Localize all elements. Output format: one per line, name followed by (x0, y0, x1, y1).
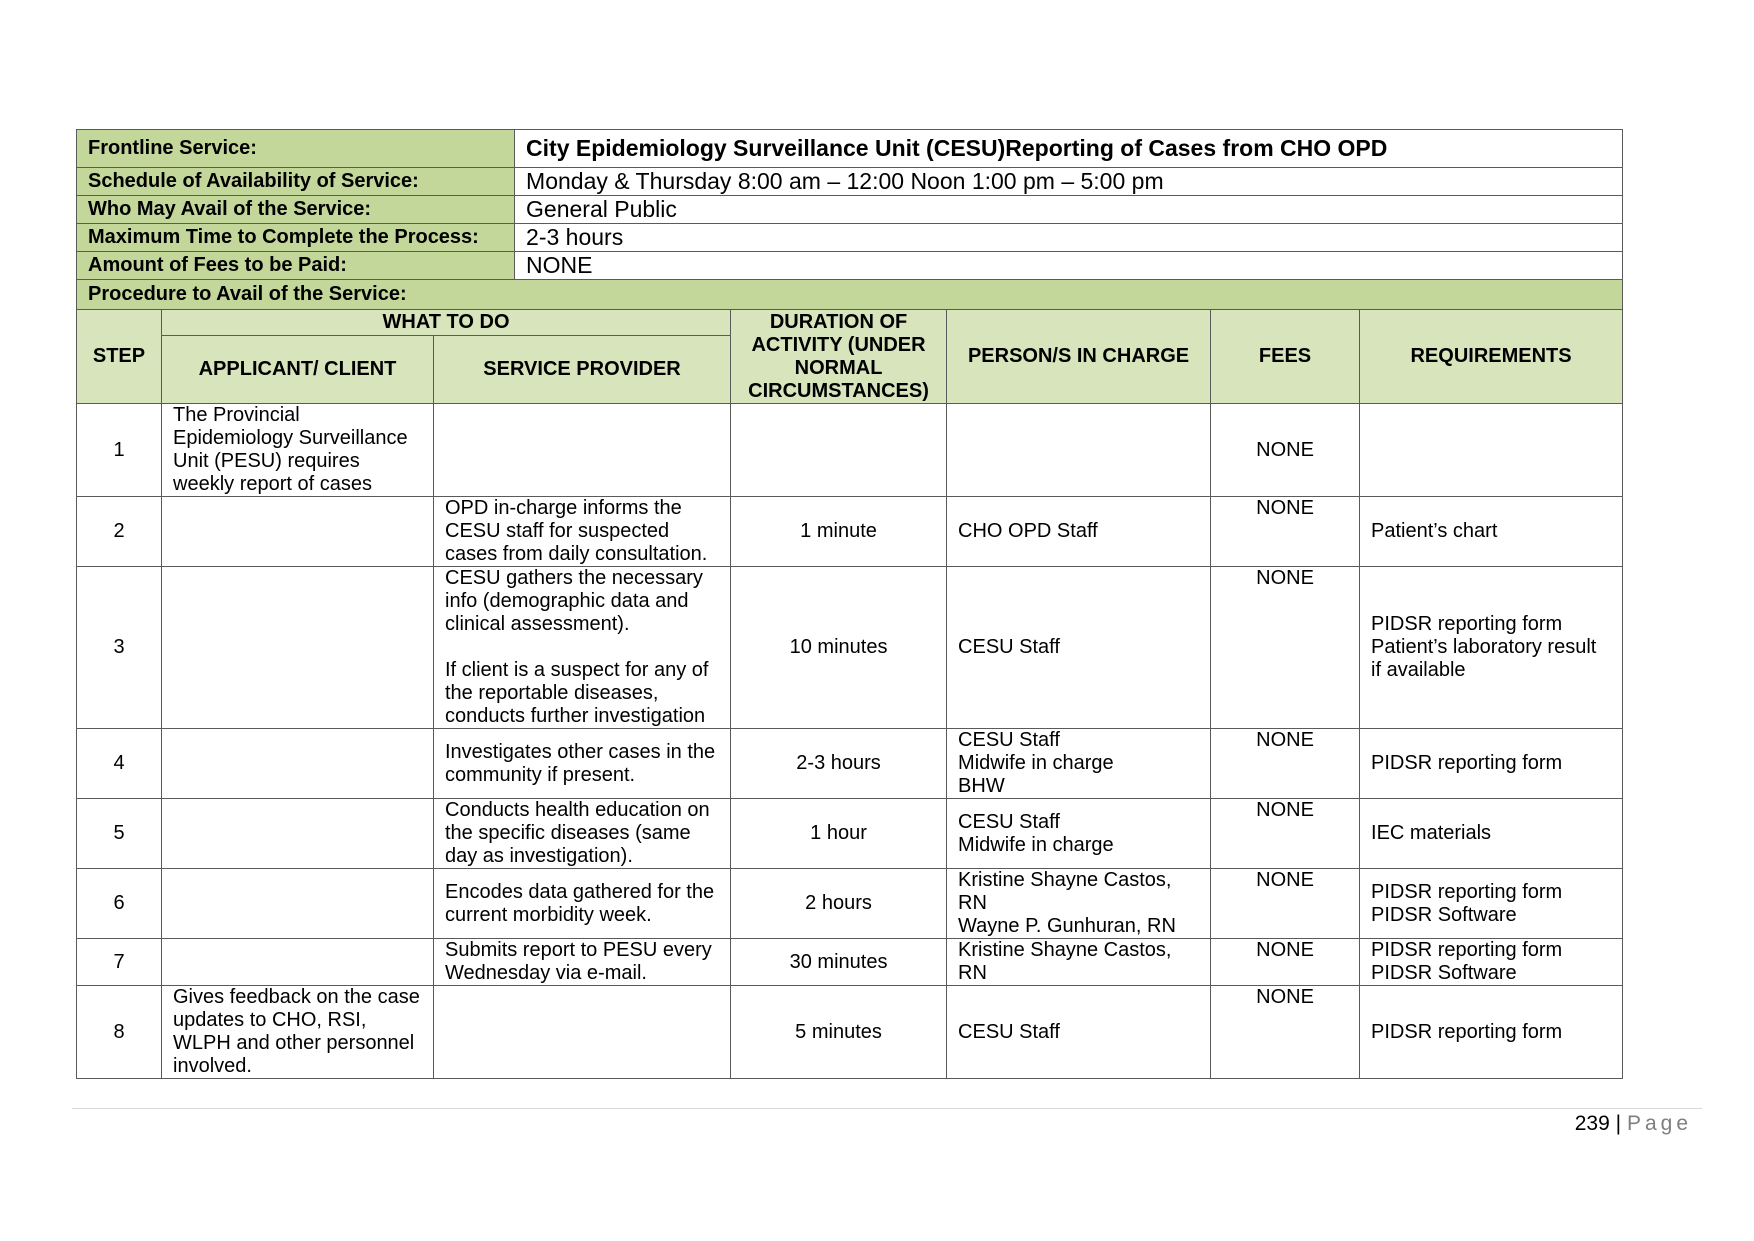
fees: NONE (1211, 986, 1360, 1079)
page-word: Page (1626, 1112, 1692, 1135)
provider-action: Investigates other cases in the community if present. (434, 729, 731, 799)
service-info-value: 2-3 hours (515, 224, 1623, 252)
requirements-column-header: REQUIREMENTS (1360, 310, 1623, 404)
fees-column-header: FEES (1211, 310, 1360, 404)
fees: NONE (1211, 404, 1360, 497)
requirements: Patient’s chart (1360, 497, 1623, 567)
page-footer (1575, 1112, 1692, 1136)
service-info-value: Monday & Thursday 8:00 am – 12:00 Noon 1:00 pm – 5:00 pm (515, 168, 1623, 196)
applicant-action (162, 729, 434, 799)
step-number: 1 (77, 404, 162, 497)
footer-divider (72, 1108, 1702, 1109)
person-in-charge: CESU Staff (947, 986, 1211, 1079)
step-number: 8 (77, 986, 162, 1079)
applicant-action (162, 497, 434, 567)
person-in-charge: CESU Staff Midwife in charge BHW (947, 729, 1211, 799)
citizens-charter-table (76, 129, 1622, 1079)
page-number: 239 (1574, 1112, 1610, 1135)
fees: NONE (1211, 869, 1360, 939)
person-in-charge (947, 404, 1211, 497)
step-row (77, 404, 1623, 497)
service-info-value: General Public (515, 196, 1623, 224)
service-info-row (77, 130, 1623, 168)
duration: 1 minute (731, 497, 947, 567)
step-row (77, 986, 1623, 1079)
service-info-row (77, 168, 1623, 196)
service-info-label: Maximum Time to Complete the Process: (77, 224, 515, 252)
fees: NONE (1211, 729, 1360, 799)
service-info-row (77, 224, 1623, 252)
what-to-do-header: WHAT TO DO (162, 310, 731, 336)
provider-column-header: SERVICE PROVIDER (434, 336, 731, 404)
requirements: IEC materials (1360, 799, 1623, 869)
fees: NONE (1211, 799, 1360, 869)
provider-action: Conducts health education on the specific diseases (same day as investigation). (434, 799, 731, 869)
step-number: 4 (77, 729, 162, 799)
fees: NONE (1211, 567, 1360, 729)
step-row (77, 799, 1623, 869)
fees: NONE (1211, 939, 1360, 986)
person-in-charge: CESU Staff Midwife in charge (947, 799, 1211, 869)
applicant-column-header: APPLICANT/ CLIENT (162, 336, 434, 404)
person-column-header: PERSON/S IN CHARGE (947, 310, 1211, 404)
provider-action: Submits report to PESU every Wednesday via e-mail. (434, 939, 731, 986)
requirements: PIDSR reporting form Patient’s laboratory result if available (1360, 567, 1623, 729)
page-separator: | (1615, 1112, 1622, 1135)
step-row (77, 939, 1623, 986)
step-number: 3 (77, 567, 162, 729)
service-table (76, 129, 1623, 1079)
duration: 1 hour (731, 799, 947, 869)
step-number: 5 (77, 799, 162, 869)
provider-action: Encodes data gathered for the current morbidity week. (434, 869, 731, 939)
service-info-label: Schedule of Availability of Service: (77, 168, 515, 196)
requirements (1360, 404, 1623, 497)
step-number: 6 (77, 869, 162, 939)
person-in-charge: CESU Staff (947, 567, 1211, 729)
applicant-action (162, 869, 434, 939)
applicant-action (162, 939, 434, 986)
step-column-header: STEP (77, 310, 162, 404)
procedure-row (77, 280, 1623, 310)
person-in-charge: Kristine Shayne Castos, RN (947, 939, 1211, 986)
requirements: PIDSR reporting form PIDSR Software (1360, 939, 1623, 986)
applicant-action: Gives feedback on the case updates to CHO, RSI, WLPH and other personnel involved. (162, 986, 434, 1079)
step-row (77, 869, 1623, 939)
procedure-label: Procedure to Avail of the Service: (77, 280, 1623, 310)
duration (731, 404, 947, 497)
service-info-row (77, 196, 1623, 224)
what-to-do-header-row (77, 310, 1623, 336)
step-row (77, 497, 1623, 567)
service-info-label: Frontline Service: (77, 130, 515, 168)
requirements: PIDSR reporting form (1360, 729, 1623, 799)
duration: 5 minutes (731, 986, 947, 1079)
service-info-label: Who May Avail of the Service: (77, 196, 515, 224)
step-number: 2 (77, 497, 162, 567)
provider-action (434, 404, 731, 497)
applicant-action: The Provincial Epidemiology Surveillance Unit (PESU) requires weekly report of cases (162, 404, 434, 497)
service-info-row (77, 252, 1623, 280)
service-info-value: NONE (515, 252, 1623, 280)
requirements: PIDSR reporting form (1360, 986, 1623, 1079)
applicant-action (162, 799, 434, 869)
person-in-charge: Kristine Shayne Castos, RN Wayne P. Gunhuran, RN (947, 869, 1211, 939)
provider-action (434, 986, 731, 1079)
service-info-value: City Epidemiology Surveillance Unit (CESU)Reporting of Cases from CHO OPD (515, 130, 1623, 168)
fees: NONE (1211, 497, 1360, 567)
duration: 10 minutes (731, 567, 947, 729)
duration: 2 hours (731, 869, 947, 939)
step-row (77, 567, 1623, 729)
step-row (77, 729, 1623, 799)
step-number: 7 (77, 939, 162, 986)
person-in-charge: CHO OPD Staff (947, 497, 1211, 567)
provider-action: OPD in-charge informs the CESU staff for suspected cases from daily consultation. (434, 497, 731, 567)
service-info-label: Amount of Fees to be Paid: (77, 252, 515, 280)
duration-column-header: DURATION OF ACTIVITY (UNDER NORMAL CIRCUMSTANCES) (731, 310, 947, 404)
duration: 2-3 hours (731, 729, 947, 799)
duration: 30 minutes (731, 939, 947, 986)
provider-action: CESU gathers the necessary info (demographic data and clinical assessment). If client is a suspect for any of the reportable diseases, conducts further investigation (434, 567, 731, 729)
requirements: PIDSR reporting form PIDSR Software (1360, 869, 1623, 939)
applicant-action (162, 567, 434, 729)
